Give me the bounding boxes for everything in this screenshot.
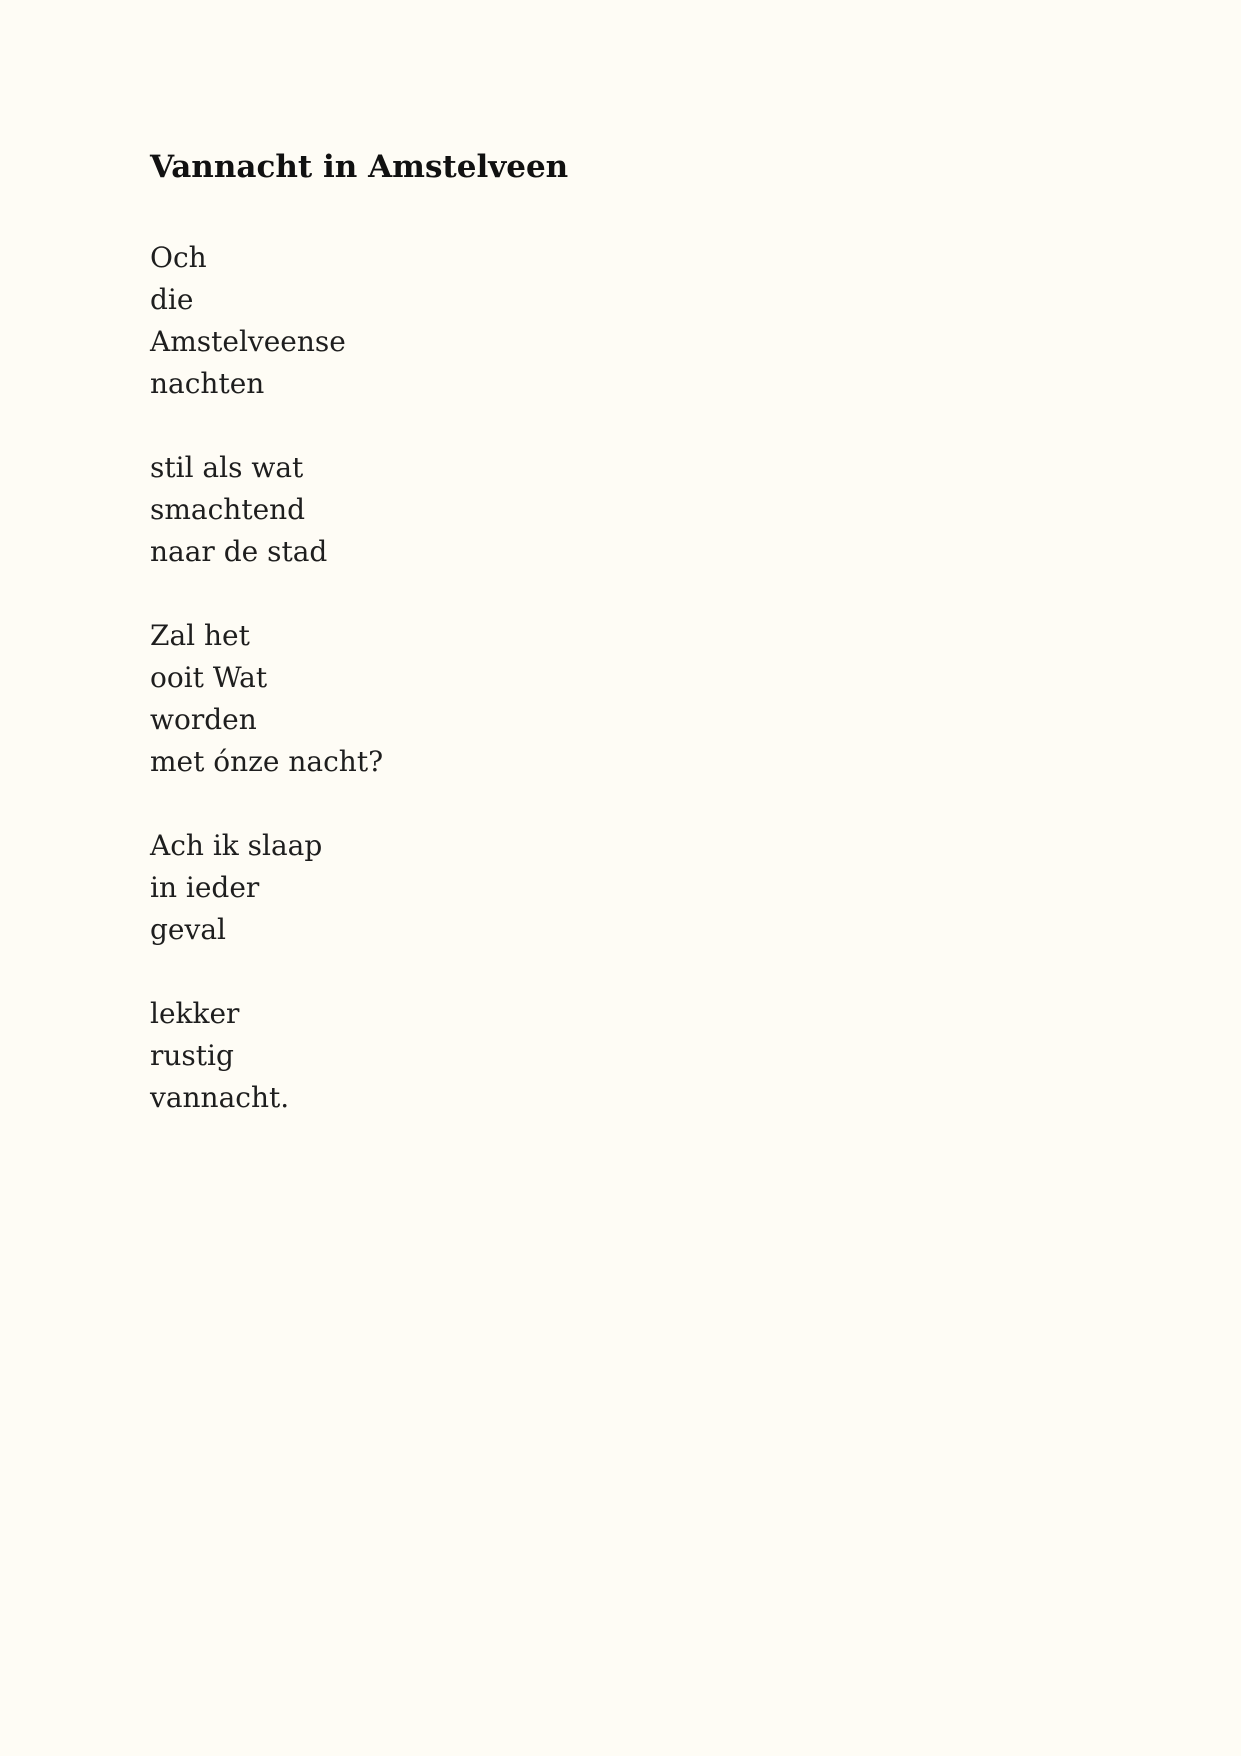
poem-line: lekker bbox=[150, 997, 240, 1030]
stanza-4 bbox=[150, 825, 1050, 951]
stanza-1 bbox=[150, 237, 1050, 405]
poem-line: naar de stad bbox=[150, 535, 328, 568]
poem-line: stil als wat bbox=[150, 451, 304, 484]
poem-line: Ach ik slaap bbox=[150, 829, 323, 862]
poem-line: nachten bbox=[150, 367, 265, 400]
poem-line: smachtend bbox=[150, 493, 306, 526]
stanza-2 bbox=[150, 447, 1050, 573]
poem-line: met ónze nacht? bbox=[150, 745, 384, 778]
poem-line: rustig bbox=[150, 1039, 234, 1072]
poem-title: Vannacht in Amstelveen bbox=[150, 149, 569, 185]
poem-line: worden bbox=[150, 703, 257, 736]
poem-page bbox=[150, 145, 1050, 1161]
poem-line: ooit Wat bbox=[150, 661, 268, 694]
stanza-3 bbox=[150, 615, 1050, 783]
poem-line: in ieder bbox=[150, 871, 260, 904]
poem-line: Zal het bbox=[150, 619, 250, 652]
poem-line: Och bbox=[150, 241, 207, 274]
poem-line: die bbox=[150, 283, 194, 316]
poem-line: Amstelveense bbox=[150, 325, 346, 358]
stanza-5 bbox=[150, 993, 1050, 1119]
poem-line: geval bbox=[150, 913, 226, 946]
poem-line: vannacht. bbox=[150, 1081, 290, 1114]
